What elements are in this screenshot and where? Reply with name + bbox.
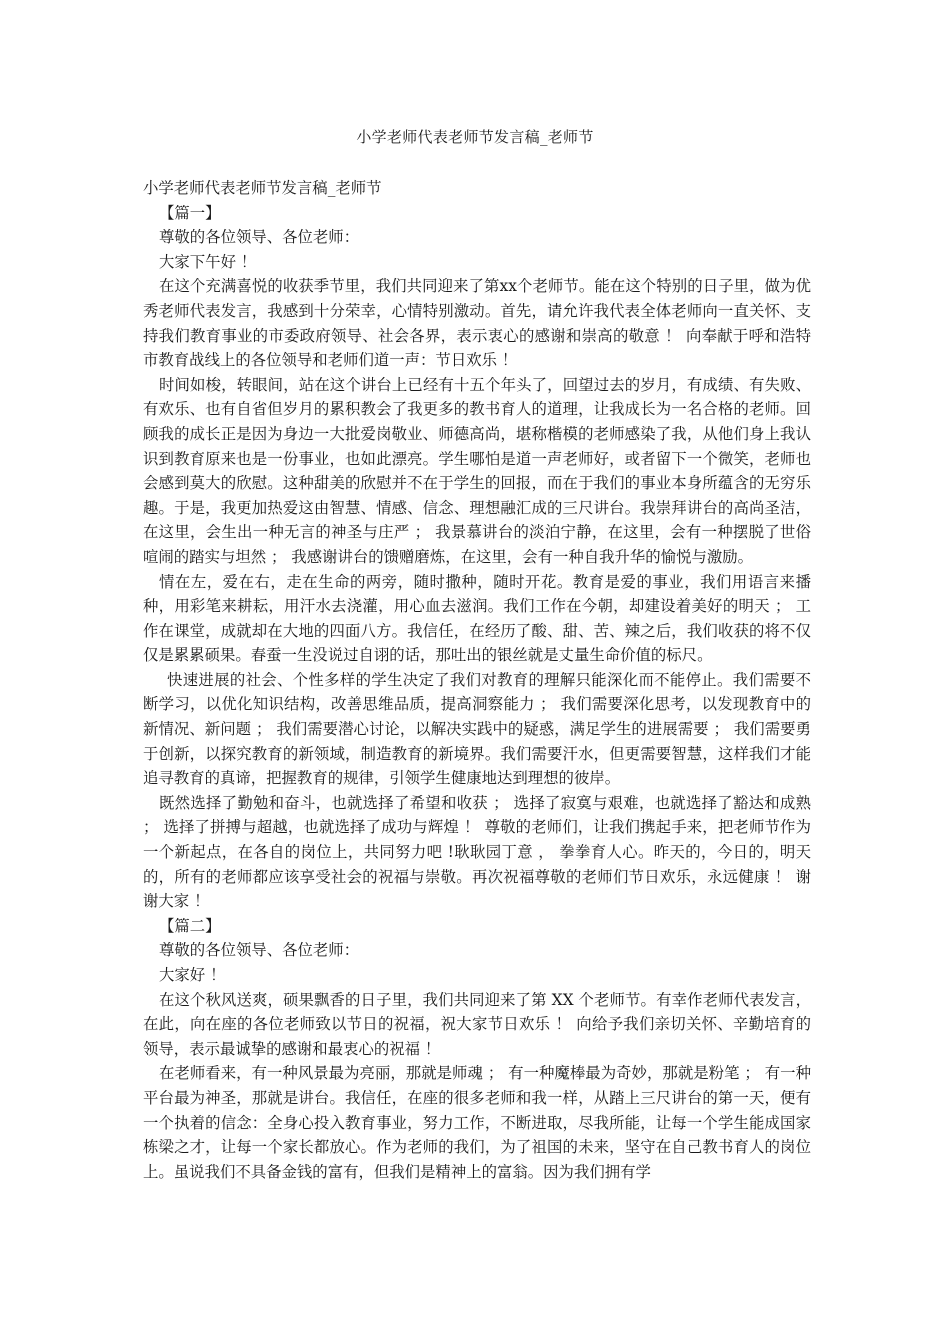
body-paragraph: 既然选择了勤勉和奋斗，也就选择了希望和收获 ； 选择了寂寞与艰难，也就选择了豁达和成熟 ； 选择了拼搏与超越，也就选择了成功与辉煌 ！ 尊敬的老师们，让我们携起手来，把老师节作为一个新起点，在各自的岗位上，共同努力吧 !耿耿园丁意 ， 拳拳育人心。昨天的，今日的，明天的，所有的老师都应该享受社会的祝福与崇敬。再次祝福尊敬的老师们节日欢乐，永远健康 ！ 谢谢大家 ！ bbox=[143, 793, 811, 911]
salutation-1: 尊敬的各位领导、各位老师： bbox=[159, 228, 360, 247]
body-paragraph: 情在左，爱在右，走在生命的两旁，随时撒种，随时开花。教育是爱的事业，我们用语言来播种，用彩笔来耕耘，用汗水去浇灌，用心血去滋润。我们工作在今朝，却建设着美好的明天 ； 工作在课堂，成就却在大地的四面八方。我信任，在经历了酸、甜、苦、辣之后，我们收获的将不仅仅是累累硕果。春蚕一生没说过自诩的话，那吐出的银丝就是丈量生命价值的标尺。 bbox=[143, 572, 811, 665]
body-paragraph: 在老师看来，有一种风景最为亮丽，那就是师魂 ； 有一种魔棒最为奇妙，那就是粉笔 ； 有一种平台最为神圣，那就是讲台。我信任，在座的很多老师和我一样，从踏上三尺讲台的第一天，便有一个执着的信念：全身心投入教育事业，努力工作，不断进取，尽我所能，让每一个学生能成国家栋梁之才，让每一个家长都放心。作为老师的我们，为了祖国的未来，坚守在自己教书育人的岗位上。虽说我们不具备金钱的富有，但我们是精神上的富翁。因为我们拥有学 bbox=[143, 1064, 811, 1181]
body-paragraph: 时间如梭，转眼间，站在这个讲台上已经有十五个年头了，回望过去的岁月，有成绩、有失败、有欢乐、也有自省但岁月的累积教会了我更多的教书育人的道理，让我成长为一名合格的老师。回顾我的成长正是因为身边一大批爱岗敬业、师德高尚，堪称楷模的老师感染了我，从他们身上我认识到教育原来也是一份事业，也如此漂亮。学生哪怕是道一声老师好，或者留下一个微笑，老师也会感到莫大的欣慰。这种甜美的欣慰并不在于学生的回报，而在于我们的事业本身所蕴含的无穷乐趣。于是，我更加热爱这由智慧、情感、信念、理想融汇成的三尺讲台。我崇拜讲台的高尚圣洁，在这里，会生出一种无言的神圣与庄严 ； 我景慕讲台的淡泊宁静，在这里，会有一种摆脱了世俗喧闹的踏实与坦然 ； 我感谢讲台的馈赠磨炼，在这里，会有一种自我升华的愉悦与激励。 bbox=[143, 375, 811, 566]
section-heading-1: 【篇一】 bbox=[159, 203, 221, 222]
body-paragraph: 快速进展的社会、个性多样的学生决定了我们对教育的理解只能深化而不能停止。我们需要不断学习，以优化知识结构，改善思维品质，提高洞察能力 ； 我们需要深化思考，以发现教育中的新情况、新问题 ； 我们需要潜心讨论，以解决实践中的疑惑，满足学生的进展需要 ； 我们需要勇于创新，以探究教育的新领域，制造教育的新境界。我们需要汗水，但更需要智慧，这样我们才能追寻教育的真谛，把握教育的规律，引领学生健康地达到理想的彼岸。 bbox=[143, 670, 811, 788]
greeting-1: 大家下午好 ！ bbox=[159, 252, 257, 271]
greeting-2: 大家好 ！ bbox=[159, 966, 226, 984]
section-heading-2: 【篇二】 bbox=[159, 916, 221, 935]
body-paragraph: 在这个充满喜悦的收获季节里，我们共同迎来了第xx个老师节。能在这个特别的日子里，做为优秀老师代表发言，我感到十分荣幸，心情特别激动。首先，请允许我代表全体老师向一直关怀、支持我们教育事业的市委政府领导、社会各界，表示衷心的感谢和崇高的敬意 ！ 向奉献于呼和浩特市教育战线上的各位领导和老师们道一声：节日欢乐 ！ bbox=[143, 277, 811, 370]
document-title: 小学老师代表老师节发言稿_老师节 bbox=[356, 128, 594, 146]
salutation-2: 尊敬的各位领导、各位老师： bbox=[159, 941, 360, 960]
document-body bbox=[143, 176, 811, 1184]
body-paragraph: 在这个秋风送爽，硕果飘香的日子里，我们共同迎来了第 XX 个老师节。有幸作老师代表发言，在此，向在座的各位老师致以节日的祝福，祝大家节日欢乐 ！ 向给予我们亲切关怀、辛勤培育的领导，表示最诚挚的感谢和最衷心的祝福 ！ bbox=[143, 990, 811, 1058]
document-subtitle: 小学老师代表老师节发言稿_老师节 bbox=[143, 179, 382, 197]
